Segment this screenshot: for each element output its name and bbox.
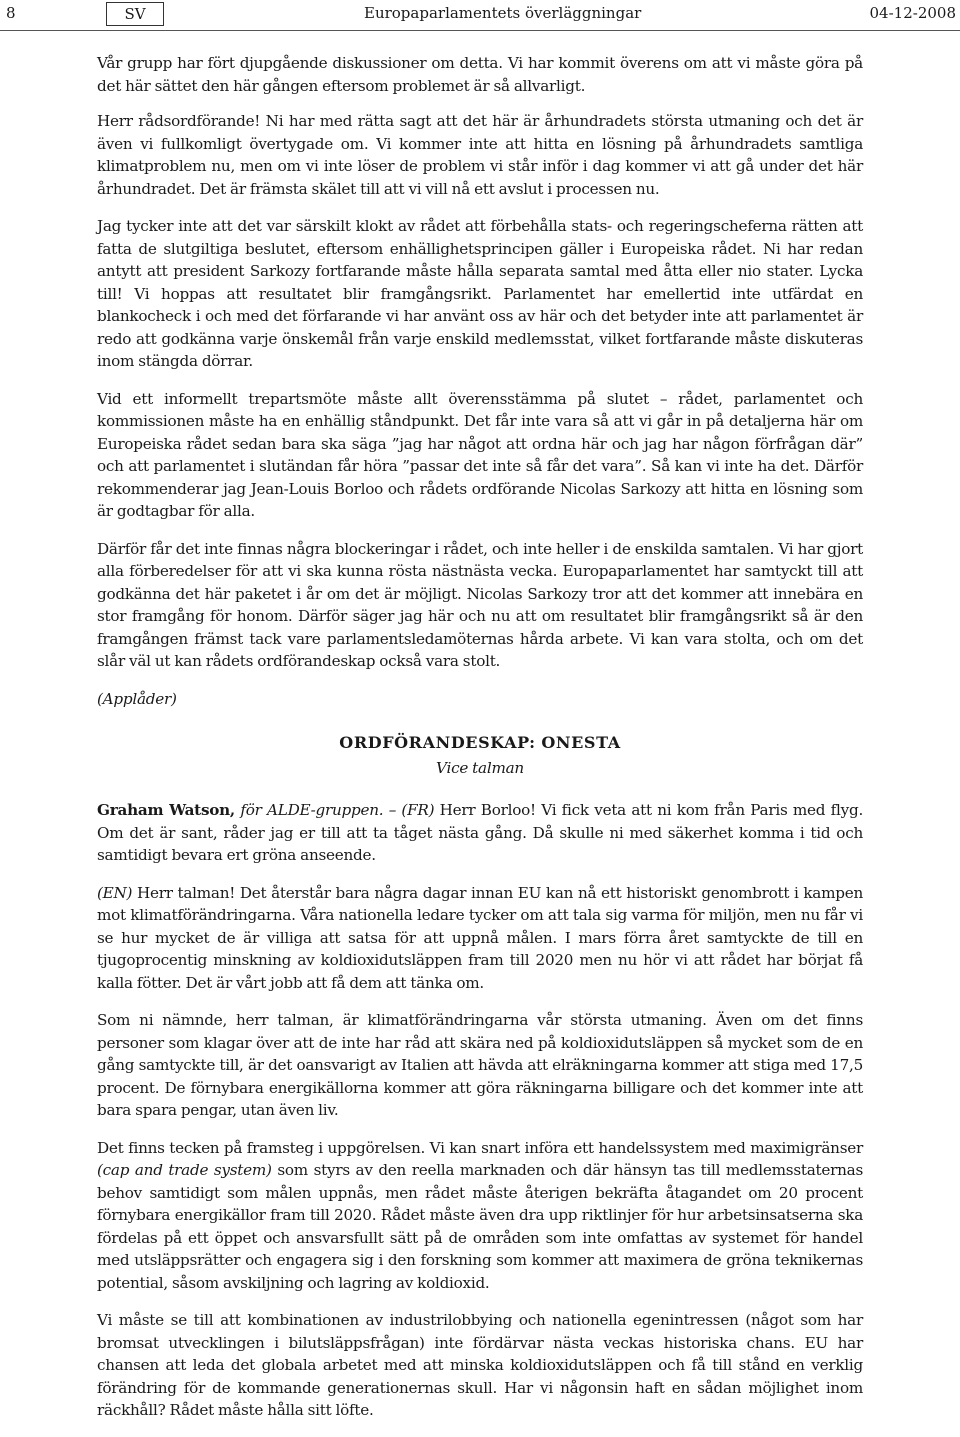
page-body	[97, 52, 863, 1437]
paragraph-3: Jag tycker inte att det var särskilt klokt av rådet att förbehålla stats- och regeringscheferna rätten att fatta de slutgiltiga beslutet, eftersom enhällighetsprincipen gäller i Europeiska rådet. Ni har redan antytt att president Sarkozy fortfarande måste hålla separata samtal med åtta eller nio stater. Lycka till! Vi hoppas att resultatet blir framgångsrikt. Parlamentet har emellertid inte utfärdat en blankocheck i och med det förfarande vi har använt oss av här och det betyder inte att parlamentet är redo att godkänna varje önskemål från varje enskild medlemsstat, vilket fortfarande måste diskuteras inom stängda dörrar.	[97, 217, 863, 370]
section-subtitle: Vice talman	[436, 758, 524, 777]
page-number: 8	[6, 4, 16, 22]
applause-note: (Applåder)	[97, 689, 177, 708]
speech-paragraph-1	[97, 799, 863, 867]
speaker-name: Graham Watson,	[97, 801, 235, 819]
speech-paragraph-4	[97, 1137, 863, 1295]
paragraph-2: Herr rådsordförande! Ni har med rätta sagt att det här är århundradets största utmaning och det är även vi fullkomligt övertygade om. Vi kommer inte att hitta en lösning på århundradets samtliga klimatproblem nu, men om vi inte löser de problem vi står inför i dag kommer vi att gå under det här århundradet. Det är främsta skälet till att vi vill nå ett avslut i processen nu.	[97, 112, 863, 198]
paragraph-5: Därför får det inte finnas några blockeringar i rådet, och inte heller i de enskilda samtalen. Vi har gjort alla förberedelser för att vi ska kunna rösta nästnästa vecka. Europaparlamentet har samtyckt till att godkänna det här paketet i år om det är möjligt. Nicolas Sarkozy tror att det kommer att innebära en stor framgång för honom. Därför säger jag här och nu att om resultatet blir framgångsrikt så är den framgången främst tack vare parlamentsledamöternas hårda arbete. Vi kan vara stolta, och om det slår väl ut kan rådets ordförandeskap också vara stolt.	[97, 539, 863, 670]
speaker-group: för ALDE-gruppen.	[240, 801, 384, 819]
language-marker-en: (EN)	[97, 883, 133, 902]
language-badge: SV	[106, 2, 164, 26]
speech-text-4b: som styrs av den reella marknaden och där hänsyn tas till medlemsstaternas behov samtidigt som målen uppnås, men rådet måste återigen bekräfta åtagandet om 20 procent förnybara energikällor fram till 2020. Rådet måste även dra upp riktlinjer för hur arbetsinsatserna ska fördelas på ett öppet och ansvarsfullt sätt på de områden som inte omfattas av systemet för handel med utsläppsrätter och engagera sig i den forskning som kommer att maximera de gröna teknikernas potential, såsom avskiljning och lagring av koldioxid.	[97, 1161, 863, 1292]
page-header	[0, 0, 960, 31]
speech-text-2: Herr talman! Det återstår bara några dagar innan EU kan nå ett historiskt genombrott i kampen mot klimatförändringarna. Våra nationella ledare tycker om att tala sig varma för miljön, men nu får vi se hur mycket de är villiga att satsa för att uppnå målen. I mars förra året samtyckte de till en tjugoprocentig minskning av koldioxidutsläppen fram till 2020 men nu hör vi att rådet har börjat få kalla fötter. Det är vårt jobb att få dem att tänka om.	[97, 883, 863, 992]
language-marker-fr: – (FR)	[388, 801, 435, 819]
speech-text-4a: Det finns tecken på framsteg i uppgörelsen. Vi kan snart införa ett handelssystem med maximigränser	[97, 1138, 863, 1157]
speech-paragraph-5: Vi måste se till att kombinationen av industrilobbying och nationella egenintressen (något som har bromsat utvecklingen i bilutsläppsfrågan) inte fördärvar nästa veckas historiska chans. EU har chansen att leda det globala arbetet med att minska koldioxidutsläppen och få till stånd en verklig förändring för de kommande generationernas skull. Har vi någonsin haft en sådan möjlighet inom räckhåll? Rådet måste hålla sitt löfte.	[97, 1311, 863, 1419]
document-date: 04-12-2008	[869, 4, 956, 22]
paragraph-4: Vid ett informellt trepartsmöte måste allt överensstämma på slutet – rådet, parlamentet och kommissionen måste ha en enhällig ståndpunkt. Det får inte vara så att vi går in på detaljerna här om Europeiska rådet sedan bara ska säga ”jag har något att ordna här och jag har någon förfrågan där” och att parlamentet i slutändan får höra ”passar det inte så får det vara”. Så kan vi inte ha det. Därför rekommenderar jag Jean-Louis Borloo och rådets ordförande Nicolas Sarkozy att hitta en lösning som är godtagbar för alla.	[97, 389, 863, 520]
term-cap-and-trade: (cap and trade system)	[97, 1161, 272, 1179]
paragraph-1: Vår grupp har fört djupgående diskussioner om detta. Vi har kommit överens om att vi måste göra på det här sättet den här gången eftersom problemet är så allvarligt.	[97, 54, 863, 95]
section-title: ORDFÖRANDESKAP: ONESTA	[339, 733, 621, 752]
speech-paragraph-3: Som ni nämnde, herr talman, är klimatförändringarna vår största utmaning. Även om det finns personer som klagar över att de inte har råd att skära ned på koldioxidutsläppen så mycket som de en gång samtyckte till, är det oansvarigt av Italien att hävda att elräkningarna kommer att stiga med 17,5 procent. De förnybara energikällorna kommer att göra räkningarna billigare och det kommer inte att bara spara pengar, utan även liv.	[97, 1011, 863, 1119]
document-title: Europaparlamentets överläggningar	[364, 4, 642, 22]
speech-paragraph-2	[97, 882, 863, 995]
speech-text-1: Herr Borloo! Vi fick veta att ni kom från Paris med flyg. Om det är sant, råder jag er till att ta tåget nästa gång. Då skulle ni med säkerhet komma i tid och samtidigt bevara ert gröna anseende.	[97, 801, 864, 864]
